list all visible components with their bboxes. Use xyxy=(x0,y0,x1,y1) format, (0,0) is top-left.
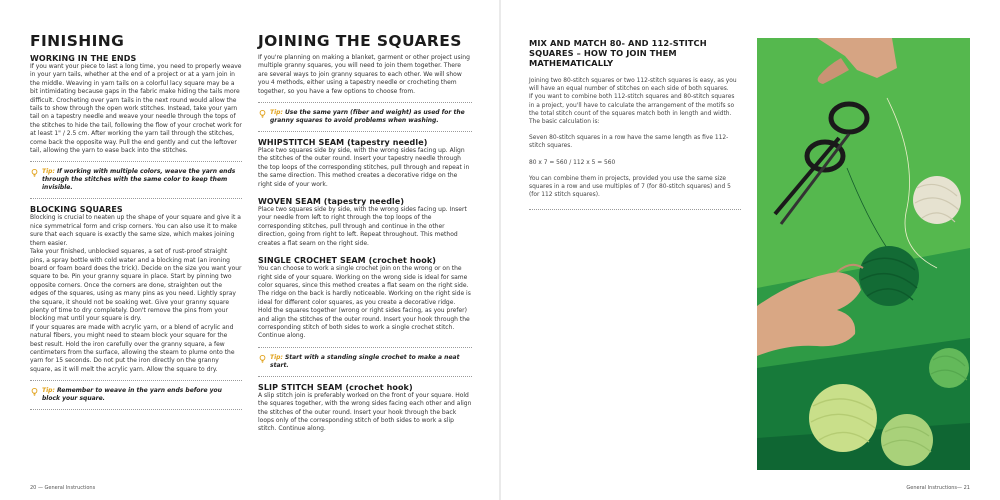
divider xyxy=(258,102,472,103)
tip-label: Tip: xyxy=(42,387,55,395)
blocking-heading: BLOCKING SQUARES xyxy=(30,205,123,215)
weaving-heading: WORKING IN THE ENDS xyxy=(30,54,137,63)
divider xyxy=(30,198,242,199)
mix-match-heading: MIX AND MATCH 80- AND 112-STITCH SQUARES – HOW TO JOIN THEM MATHEMATICALLY xyxy=(529,38,707,68)
slip-stitch-text: A slip stitch join is preferably worked on the front of your square. Hold the squares together, with the wrong sides facing each other and align the stitches of the outer round. Insert your hook through the back loops only of the corresponding stitch of both sides to work a slip stitch. Continue along. xyxy=(258,391,472,433)
divider xyxy=(258,347,472,348)
mix-match-text-3: Seven 80-stitch squares in a row have the same length as five 112-stitch squares. xyxy=(529,135,729,150)
yarn-photo-illustration xyxy=(757,38,970,470)
photo-hands-scissors-yarn-balls xyxy=(757,38,970,470)
divider xyxy=(30,161,242,162)
divider xyxy=(529,209,741,210)
tip-yarn xyxy=(258,109,472,125)
tip-label: Tip: xyxy=(270,353,283,361)
single-crochet-heading: SINGLE CROCHET SEAM (crochet hook) xyxy=(258,256,436,266)
page-footer-right: General Instructions— 21 xyxy=(906,485,970,491)
lightbulb-icon xyxy=(258,109,267,118)
finishing-title: FINISHING xyxy=(30,32,125,50)
joining-column xyxy=(258,32,472,434)
single-crochet-text-1: You can choose to work a single crochet join on the wrong or on the right side of your square. Working on the wrong side is ideal for same color squares, since this method creates a flat seam on the right side. The ridge on the back is hardly noticeable. Working on the right side is ideal for different color squares, as you create a decorative ridge. xyxy=(258,265,471,306)
blocking-text-1: Blocking is crucial to neaten up the shape of your square and give it a nice symmetrical form and crisp corners. You can also use it to make sure that each square is exactly the same size, which makes joining them easier. xyxy=(30,214,241,247)
tip-text: Use the same yarn (fiber and weight) as used for the granny squares to avoid problems when washing. xyxy=(270,109,465,125)
divider xyxy=(30,380,242,381)
joining-title: JOINING THE SQUARES xyxy=(258,32,462,50)
blocking-text-2: Take your finished, unblocked squares, a set of rust-proof straight pins, a spray bottle with cold water and a blocking mat (an ironing board or foam board does the trick). Decide on the size you want your square to be. Pin your granny square in place. Start by pinning two opposite corners. Once the corners are done, straighten out the edges of the squares, using as many pins as you need. Lightly spray the square, it should not be soaking wet. Give your granny square plenty of time to dry completely. Don't remove the pins from your blocking mat until your square is dry. xyxy=(30,248,242,323)
divider xyxy=(258,131,472,132)
finishing-column xyxy=(30,32,242,416)
mix-match-text-1: Joining two 80-stitch squares or two 112-stitch squares is easy, as you will have an equal number of stitches on each side of both squares. xyxy=(529,78,737,93)
tip-text: Remember to weave in the yarn ends before you block your square. xyxy=(42,387,222,403)
tip-label: Tip: xyxy=(42,168,55,176)
page-footer-left: 20 — General Instructions xyxy=(30,485,96,491)
mix-match-text-4: You can combine them in projects, provided you use the same size squares in a row and use multiples of 7 (for 80-stitch squares) and 5 (for 112 stitch squares). xyxy=(529,175,731,199)
tip-text: If working with multiple colors, weave the yarn ends through the stitches with the same color to keep them invisible. xyxy=(42,168,236,192)
woven-heading: WOVEN SEAM (tapestry needle) xyxy=(258,197,405,207)
tip-label: Tip: xyxy=(270,109,283,117)
tip-weaving xyxy=(30,168,242,192)
lightbulb-icon xyxy=(258,354,267,363)
tip-text: Start with a standing single crochet to make a neat start. xyxy=(270,353,460,369)
divider xyxy=(30,409,242,410)
mix-match-text-2: If you want to combine both 112-stitch squares and 80-stitch squares in a project, you'll have to calculate the arrangement of the motifs so the total stitch count of the squares match both in length and width. The basic calculation is: xyxy=(529,94,735,126)
tip-standing xyxy=(258,354,472,370)
single-crochet-text-2: Hold the squares together (wrong or right sides facing, as you prefer) and align the stitches of the outer round. Insert your hook through the corresponding stitch of both sides to work a single crochet stitch. Continue along. xyxy=(258,307,470,340)
lightbulb-icon xyxy=(30,387,39,396)
tip-blocking xyxy=(30,387,242,403)
lightbulb-icon xyxy=(30,168,39,177)
slip-stitch-heading: SLIP STITCH SEAM (crochet hook) xyxy=(258,382,413,392)
whipstitch-heading: WHIPSTITCH SEAM (tapestry needle) xyxy=(258,138,428,148)
page-gutter xyxy=(499,0,501,500)
mix-match-column xyxy=(529,32,741,216)
mix-match-equation: 80 x 7 = 560 / 112 x 5 = 560 xyxy=(529,159,616,166)
divider xyxy=(258,376,472,377)
joining-intro: If you're planning on making a blanket, garment or other project using multiple granny squares, you will need to join them together. There are several ways to join granny squares to each other. We will show you 4 methods, either using a tapestry needle or crocheting them together, so you have a few options to choose from. xyxy=(258,54,470,95)
weaving-text: If you want your piece to last a long time, you need to properly weave in your yarn tails, whether at the end of a project or at a yarn join in the middle. Weaving in yarn tails on a colorful lacy square may be a bit intimidating because gaps in the fabric make hiding the tails more difficult. Crocheting over yarn tails in the next round would allow the tails to show through the open work stitches. Instead, take your yarn tail on a tapestry needle and weave your needle through the tops of the stitches to hide the tail, following the flow of your crochet work for at least 1" / 2.5 cm. After working the yarn tail through the stitches, come back the opposite way. Pull the end gently and cut the leftover tail, allowing the yarn to ease back into the stitches. xyxy=(30,63,242,155)
blocking-text-3: If your squares are made with acrylic yarn, or a blend of acrylic and natural fibers, you might need to steam block your square for the best result. Hold the iron carefully over the granny square, a few centimeters from the surface, allowing the steam to plume onto the yarn for 15 seconds. Do not put the iron directly on the granny square, as it will melt the acrylic yarn. Allow the square to dry. xyxy=(30,323,235,373)
woven-text: Place two squares side by side, with the wrong sides facing up. Insert your needle from left to right through the top loops of the corresponding stitches, pull through and continue in the other direction, going from right to left. Repeat throughout. This method creates a flat seam on the right side. xyxy=(258,206,467,247)
whipstitch-text: Place two squares side by side, with the wrong sides facing up. Align the stitches of the outer round. Insert your tapestry needle through the top loops of the corresponding stitches, pull through and repeat in the same direction. This method creates a decorative ridge on the right side of your work. xyxy=(258,147,470,188)
